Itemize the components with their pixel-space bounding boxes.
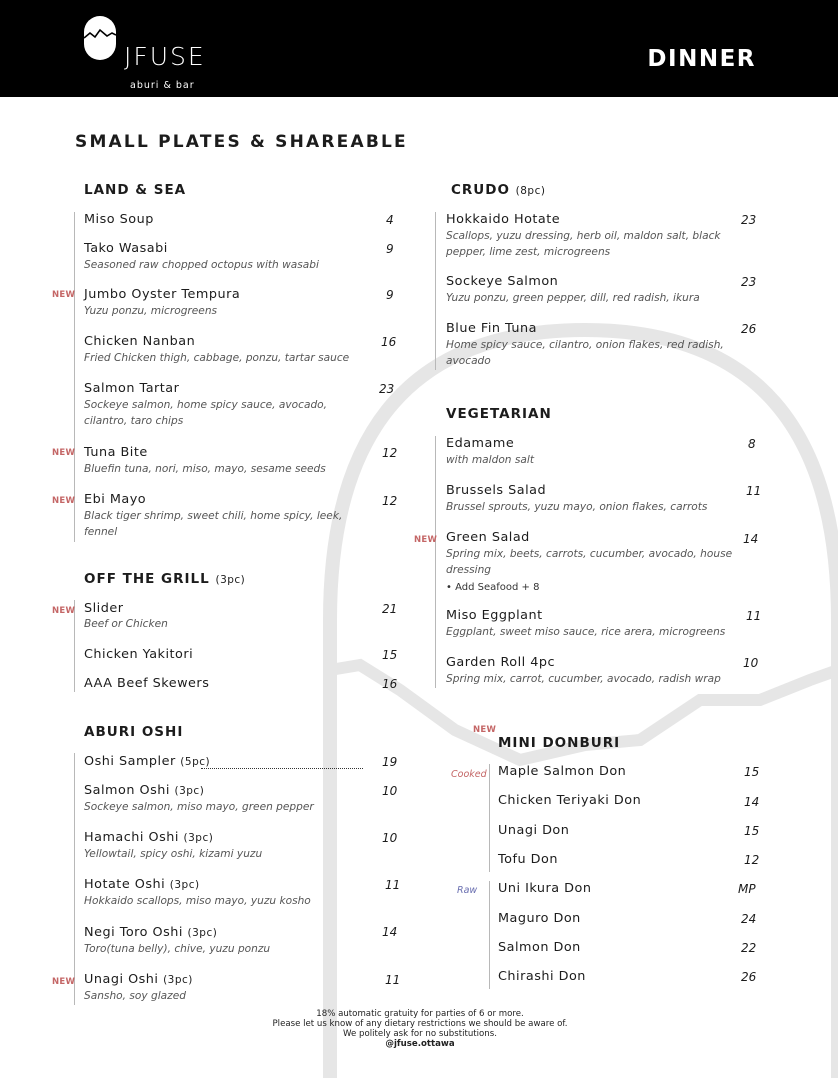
menu-item: Slider Beef or Chicken [84, 601, 168, 630]
menu-item: Tuna Bite Bluefin tuna, nori, miso, mayo, sesame seeds [84, 445, 326, 475]
menu-item: Salmon Oshi (3pc) Sockeye salmon, miso mayo, green pepper [84, 783, 314, 813]
item-price: 12 [382, 446, 398, 460]
item-price: 10 [382, 831, 398, 845]
menu-item: Green Salad Spring mix, beets, carrots, cucumber, avocado, house dressing • Add Seafood + 8 [446, 530, 733, 593]
item-price: 23 [741, 213, 757, 227]
dot-leader [201, 768, 363, 769]
substitution-note: We politely ask for no substitutions. [343, 1029, 497, 1039]
item-price: 9 [386, 288, 394, 302]
item-price: 14 [382, 925, 398, 939]
item-price: 16 [382, 677, 398, 691]
header [0, 0, 838, 97]
logo-mountain-icon [84, 16, 116, 60]
menu-item: Miso Soup [84, 212, 154, 227]
item-price: 8 [748, 437, 756, 451]
menu-item: Unagi Don [498, 823, 570, 838]
section-title-crudo: CRUDO (8pc) [451, 182, 546, 198]
item-price: 11 [746, 484, 762, 498]
item-price: 10 [382, 784, 398, 798]
item-price: 22 [741, 941, 757, 955]
menu-item: Maple Salmon Don [498, 764, 627, 779]
cooked-label: Cooked [451, 769, 487, 780]
add-on-note: • Add Seafood + 8 [446, 582, 540, 593]
social-handle[interactable]: @jfuse.ottawa [385, 1039, 455, 1049]
dietary-note: Please let us know of any dietary restrictions we should be aware of. [272, 1019, 568, 1029]
item-price: 9 [386, 242, 394, 256]
menu-item: Tofu Don [498, 852, 558, 867]
item-price: 12 [382, 494, 398, 508]
menu-item: Blue Fin Tuna Home spicy sauce, cilantro, onion flakes, red radish, avocado [446, 321, 724, 367]
item-price: 19 [382, 755, 398, 769]
new-badge: NEW [52, 606, 76, 616]
item-price: 14 [743, 532, 759, 546]
footer-notes [200, 1009, 640, 1049]
item-price: 10 [743, 656, 759, 670]
menu-item: Sockeye Salmon Yuzu ponzu, green pepper, dill, red radish, ikura [446, 274, 700, 304]
section-title-mini-donburi: MINI DONBURI [498, 735, 621, 751]
menu-item: Tako Wasabi Seasoned raw chopped octopus with wasabi [84, 241, 319, 271]
section-divider [74, 212, 75, 542]
item-price: 26 [741, 970, 757, 984]
menu-item: AAA Beef Skewers [84, 676, 210, 691]
menu-item: Salmon Tartar Sockeye salmon, home spicy sauce, avocado, cilantro, taro chips [84, 381, 328, 427]
item-price: 12 [744, 853, 760, 867]
item-price: 11 [385, 973, 401, 987]
menu-item: Uni Ikura Don [498, 881, 592, 896]
item-price: 16 [381, 335, 397, 349]
menu-item: Ebi Mayo Black tiger shrimp, sweet chili, home spicy, leek, fennel [84, 492, 343, 538]
item-price: 14 [744, 795, 760, 809]
item-price: 26 [741, 322, 757, 336]
menu-item: Salmon Don [498, 940, 581, 955]
item-price: 23 [379, 382, 395, 396]
item-price: MP [738, 882, 756, 896]
item-price: 23 [741, 275, 757, 289]
logo-text: JFUSE [124, 42, 206, 71]
item-price: 11 [746, 609, 762, 623]
section-divider [74, 753, 75, 1005]
menu-item: Hotate Oshi (3pc) Hokkaido scallops, miso mayo, yuzu kosho [84, 877, 311, 907]
menu-type-title: DINNER [647, 46, 756, 72]
section-divider [435, 436, 436, 688]
section-title-aburi-oshi: ABURI OSHI [84, 724, 184, 740]
item-price: 15 [744, 824, 760, 838]
menu-item: Garden Roll 4pc Spring mix, carrot, cucumber, avocado, radish wrap [446, 655, 721, 685]
section-divider [435, 212, 436, 370]
menu-item: Hamachi Oshi (3pc) Yellowtail, spicy oshi, kizami yuzu [84, 830, 263, 860]
menu-item: Negi Toro Oshi (3pc) Toro(tuna belly), chive, yuzu ponzu [84, 925, 271, 955]
page-title: SMALL PLATES & SHAREABLE [75, 132, 408, 152]
item-price: 4 [386, 213, 394, 227]
raw-label: Raw [457, 885, 478, 896]
new-badge: NEW [52, 290, 76, 300]
gratuity-note: 18% automatic gratuity for parties of 6 or more. [316, 1009, 524, 1019]
menu-item: Hokkaido Hotate Scallops, yuzu dressing, herb oil, maldon salt, black pepper, lime zest, microgreens [446, 212, 721, 258]
item-price: 15 [744, 765, 760, 779]
section-title-land-sea: LAND & SEA [84, 182, 187, 198]
item-price: 21 [382, 602, 398, 616]
menu-item: Chicken Nanban Fried Chicken thigh, cabbage, ponzu, tartar sauce [84, 334, 350, 364]
menu-item: Chicken Yakitori [84, 647, 194, 662]
logo-subtitle: aburi & bar [130, 80, 195, 91]
menu-item: Edamame with maldon salt [446, 436, 534, 466]
item-price: 11 [385, 878, 401, 892]
item-price: 24 [741, 912, 757, 926]
section-divider [489, 881, 490, 989]
menu-item: Oshi Sampler (5pc) [84, 754, 211, 769]
menu-item: Chicken Teriyaki Don [498, 793, 642, 808]
new-badge: NEW [52, 448, 76, 458]
menu-item: Unagi Oshi (3pc) Sansho, soy glazed [84, 972, 193, 1002]
menu-item: Miso Eggplant Eggplant, sweet miso sauce, rice arera, microgreens [446, 608, 726, 638]
new-badge: NEW [52, 977, 76, 987]
menu-item: Jumbo Oyster Tempura Yuzu ponzu, microgreens [84, 287, 241, 317]
new-badge: NEW [52, 496, 76, 506]
item-price: 15 [382, 648, 398, 662]
menu-item: Brussels Salad Brussel sprouts, yuzu mayo, onion flakes, carrots [446, 483, 708, 513]
menu-item: Maguro Don [498, 911, 581, 926]
new-badge: NEW [473, 725, 497, 735]
section-title-vegetarian: VEGETARIAN [446, 406, 552, 422]
new-badge: NEW [414, 535, 438, 545]
menu-item: Chirashi Don [498, 969, 586, 984]
section-title-off-the-grill: OFF THE GRILL (3pc) [84, 571, 246, 587]
section-divider [489, 764, 490, 872]
